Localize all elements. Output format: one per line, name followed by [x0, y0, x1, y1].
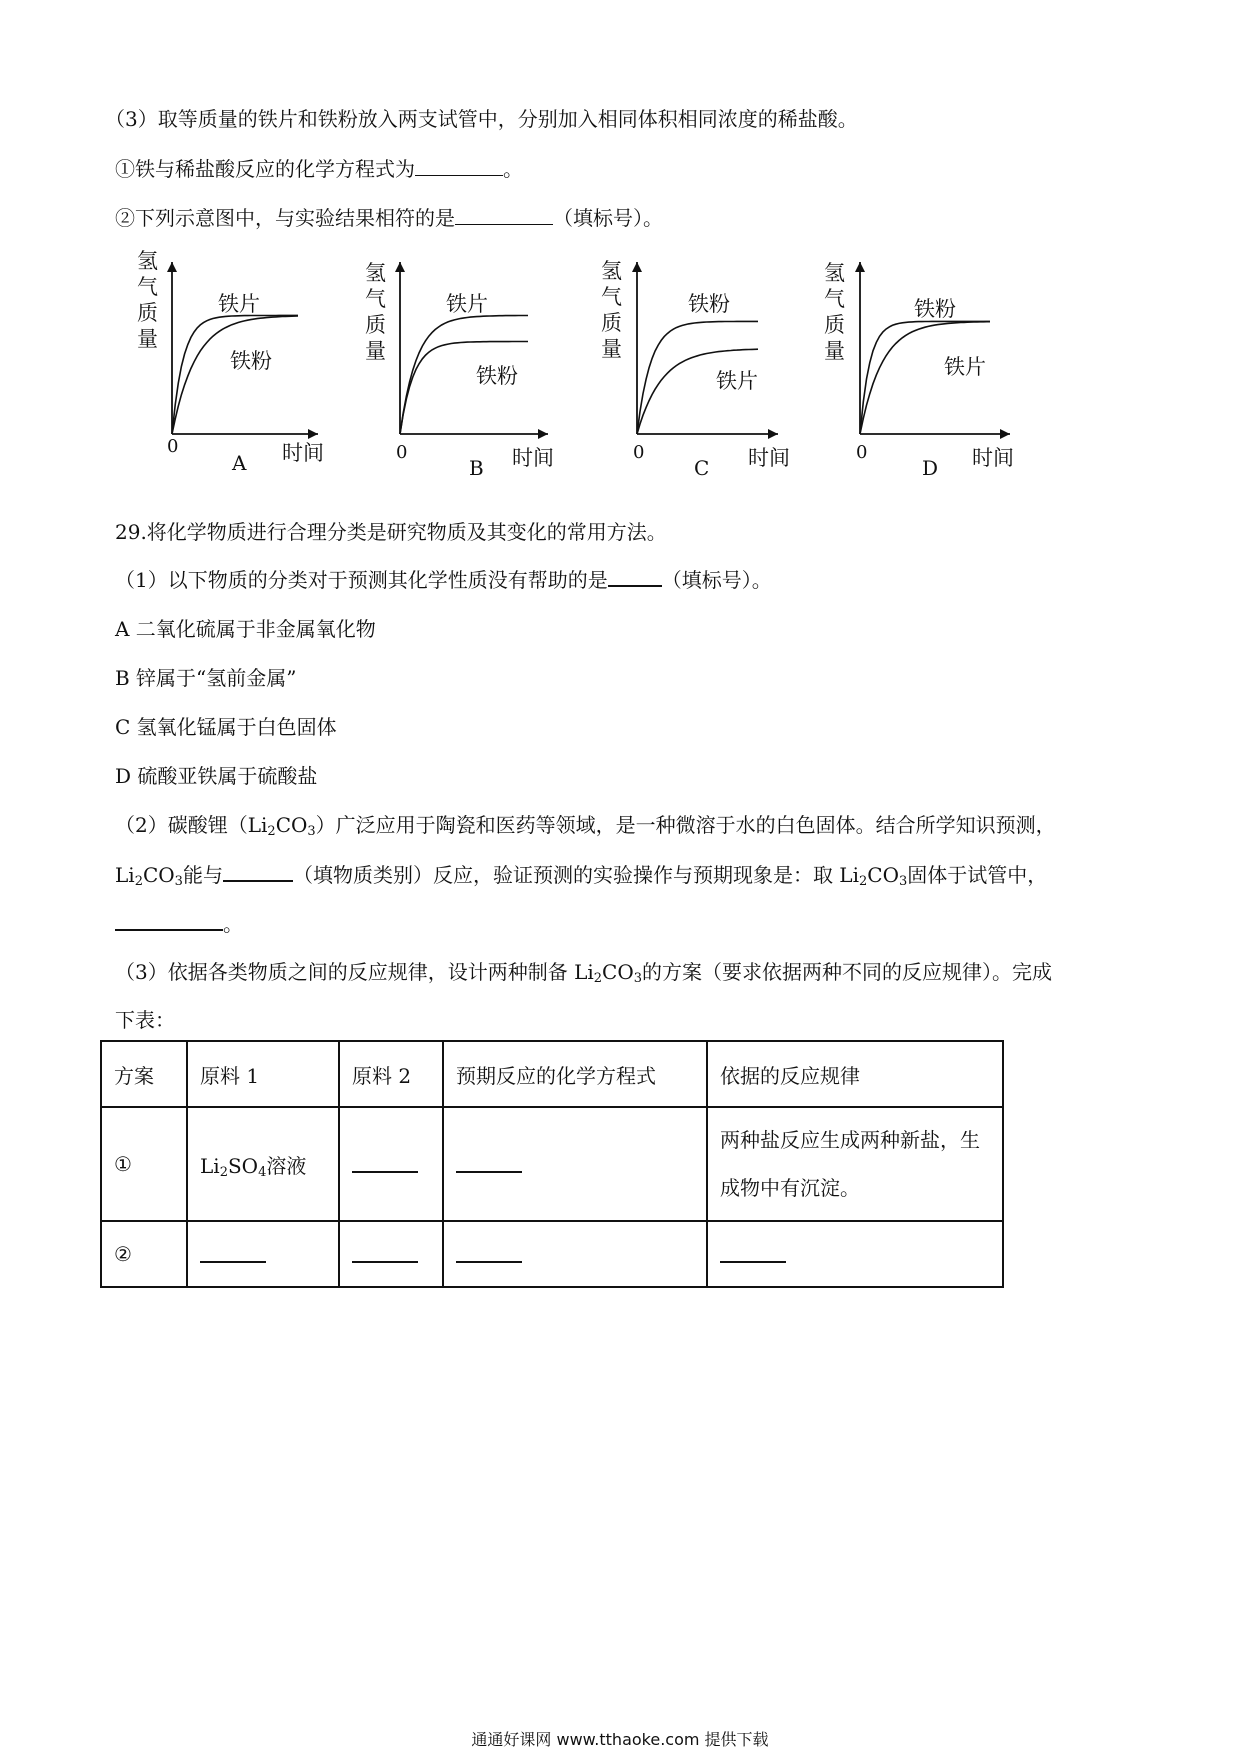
series-label: 铁粉 [230, 349, 272, 373]
q29-p2-line2 [115, 862, 1047, 887]
y-axis-arrow-icon [395, 262, 405, 272]
text-fragment: 。 [223, 912, 243, 936]
origin-label: 0 [856, 442, 868, 463]
text-fragment: （2）碳酸锂（Li [115, 813, 268, 837]
header-material-2: 原料 2 [339, 1041, 443, 1107]
header-material-1: 原料 1 [187, 1041, 339, 1107]
chart-letter: C [694, 456, 710, 480]
row2-material-2 [339, 1221, 443, 1287]
x-axis-arrow-icon [308, 429, 318, 439]
x-axis-label: 时间 [748, 446, 790, 470]
q29-p3-line1 [115, 960, 1052, 984]
plan-table [100, 1040, 1004, 1288]
y-axis-label: 气 [137, 275, 158, 299]
q29-title: 29.将化学物质进行合理分类是研究物质及其变化的常用方法。 [115, 520, 667, 544]
chart-letter: B [469, 456, 484, 480]
y-axis-label: 质 [601, 311, 622, 335]
subscript: 3 [633, 971, 643, 986]
y-axis-label: 量 [365, 339, 386, 363]
q3-sub2-text: ②下列示意图中，与实验结果相符的是 [115, 206, 455, 230]
option-a: A 二氧化硫属于非金属氧化物 [115, 617, 376, 641]
y-axis-arrow-icon [167, 262, 177, 272]
q29-p3-line2: 下表： [115, 1008, 175, 1032]
option-d: D 硫酸亚铁属于硫酸盐 [115, 764, 318, 788]
q29-p1 [115, 567, 772, 592]
q3-title: （3）取等质量的铁片和铁粉放入两支试管中，分别加入相同体积相同浓度的稀盐酸。 [105, 107, 858, 131]
subscript: 3 [898, 874, 908, 889]
x-axis-arrow-icon [768, 429, 778, 439]
row1-material-2 [339, 1107, 443, 1221]
header-plan: 方案 [101, 1041, 187, 1107]
subscript: 3 [307, 824, 316, 839]
subscript: 2 [859, 874, 868, 889]
answer-blank-substance-class[interactable] [223, 862, 293, 882]
table-row [101, 1221, 1003, 1287]
y-axis-label: 气 [365, 287, 386, 311]
answer-blank-r2-rule[interactable] [720, 1241, 786, 1263]
subscript: 4 [258, 1164, 267, 1180]
footer: 通通好课网 www.tthaoke.com 提供下载 [471, 1730, 769, 1749]
text-fragment: Li [200, 1153, 220, 1178]
row2-rule [707, 1221, 1003, 1287]
subscript: 2 [219, 1164, 228, 1180]
subscript: 3 [174, 874, 183, 889]
answer-blank-r2-equation[interactable] [456, 1241, 522, 1263]
table-header-row [101, 1041, 1003, 1107]
row1-material-1 [187, 1107, 339, 1221]
x-axis-label: 时间 [282, 441, 324, 465]
chart-letter: D [922, 456, 939, 480]
text-fragment: 能与 [182, 863, 223, 887]
row2-material-1 [187, 1221, 339, 1287]
text-fragment: CO [142, 863, 175, 887]
y-axis-label: 量 [601, 337, 622, 361]
origin-label: 0 [633, 442, 645, 463]
series-label: 铁片 [944, 355, 986, 379]
y-axis-label: 气 [824, 287, 845, 311]
rule-text: 两种盐反应生成两种新盐，生 [720, 1128, 980, 1152]
text-fragment: ）广泛应用于陶瓷和医药等领域，是一种微溶于水的白色固体。结合所学知识预测， [315, 813, 1056, 837]
q3-sub1-suffix: 。 [503, 157, 523, 181]
text-fragment: CO [602, 960, 634, 984]
x-axis-label: 时间 [972, 446, 1014, 470]
y-axis-label: 氢 [824, 261, 845, 285]
y-axis-label: 量 [824, 339, 845, 363]
x-axis-arrow-icon [1000, 429, 1010, 439]
chart-letter: A [232, 451, 247, 475]
curve-lower [172, 316, 298, 434]
y-axis-label: 量 [137, 327, 158, 351]
y-axis-arrow-icon [632, 262, 642, 272]
text-fragment: SO [227, 1153, 259, 1178]
x-axis-label: 时间 [512, 446, 554, 470]
series-label: 铁片 [446, 292, 488, 316]
y-axis-label: 质 [824, 313, 845, 337]
series-label: 铁粉 [914, 297, 956, 321]
curve-upper [172, 315, 298, 434]
text-fragment: 的方案（要求依据两种不同的反应规律）。完成 [642, 960, 1053, 984]
row1-label: ① [101, 1107, 187, 1221]
option-c: C 氢氧化锰属于白色固体 [115, 715, 337, 739]
text-fragment: （填物质类别）反应，验证预测的实验操作与预期现象是：取 Li [292, 863, 859, 887]
text-fragment: Li [115, 863, 135, 887]
y-axis-label: 气 [601, 285, 622, 309]
y-axis-label: 氢 [365, 261, 386, 285]
row2-label: ② [101, 1221, 187, 1287]
row1-rule [707, 1107, 1003, 1221]
answer-blank-r2-material1[interactable] [200, 1241, 266, 1263]
q29-p2-line1 [115, 813, 1056, 837]
origin-label: 0 [396, 442, 408, 463]
subscript: 2 [267, 824, 276, 839]
answer-blank-classification[interactable] [608, 567, 662, 587]
y-axis-label: 氢 [137, 249, 158, 273]
text-fragment: CO [867, 863, 899, 887]
header-equation: 预期反应的化学方程式 [443, 1041, 707, 1107]
text-fragment: 固体于试管中， [907, 863, 1048, 887]
text-fragment: 溶液 [266, 1153, 307, 1178]
q29-p1-suffix: （填标号）。 [661, 568, 772, 592]
hydrogen-charts [0, 0, 1240, 500]
answer-blank-r2-material2[interactable] [352, 1241, 418, 1263]
x-axis-arrow-icon [538, 429, 548, 439]
y-axis-label: 质 [137, 301, 158, 325]
answer-blank-r1-equation[interactable] [456, 1151, 522, 1173]
series-label: 铁粉 [476, 364, 518, 388]
q29-p2-line3 [115, 911, 243, 936]
answer-blank-experiment[interactable] [115, 911, 223, 931]
text-fragment: CO [275, 813, 308, 837]
header-rule: 依据的反应规律 [707, 1041, 1003, 1107]
y-axis-label: 质 [365, 313, 386, 337]
q3-sub1-text: ①铁与稀盐酸反应的化学方程式为 [115, 157, 415, 181]
text-fragment: （3）依据各类物质之间的反应规律，设计两种制备 Li [115, 960, 594, 984]
subscript: 2 [593, 971, 603, 986]
subscript: 2 [134, 874, 143, 889]
series-label: 铁片 [716, 369, 758, 393]
q29-p1-text: （1）以下物质的分类对于预测其化学性质没有帮助的是 [115, 568, 608, 592]
series-label: 铁片 [218, 292, 260, 316]
y-axis-label: 氢 [601, 259, 622, 283]
option-b: B 锌属于“氢前金属” [115, 666, 297, 690]
table-row [101, 1107, 1003, 1221]
row1-equation [443, 1107, 707, 1221]
rule-text: 成物中有沉淀。 [720, 1176, 860, 1200]
origin-label: 0 [167, 436, 179, 457]
series-label: 铁粉 [688, 292, 730, 316]
row2-equation [443, 1221, 707, 1287]
q3-sub2-suffix: （填标号）。 [553, 206, 663, 230]
answer-blank-r1-material2[interactable] [352, 1151, 418, 1173]
y-axis-arrow-icon [855, 262, 865, 272]
